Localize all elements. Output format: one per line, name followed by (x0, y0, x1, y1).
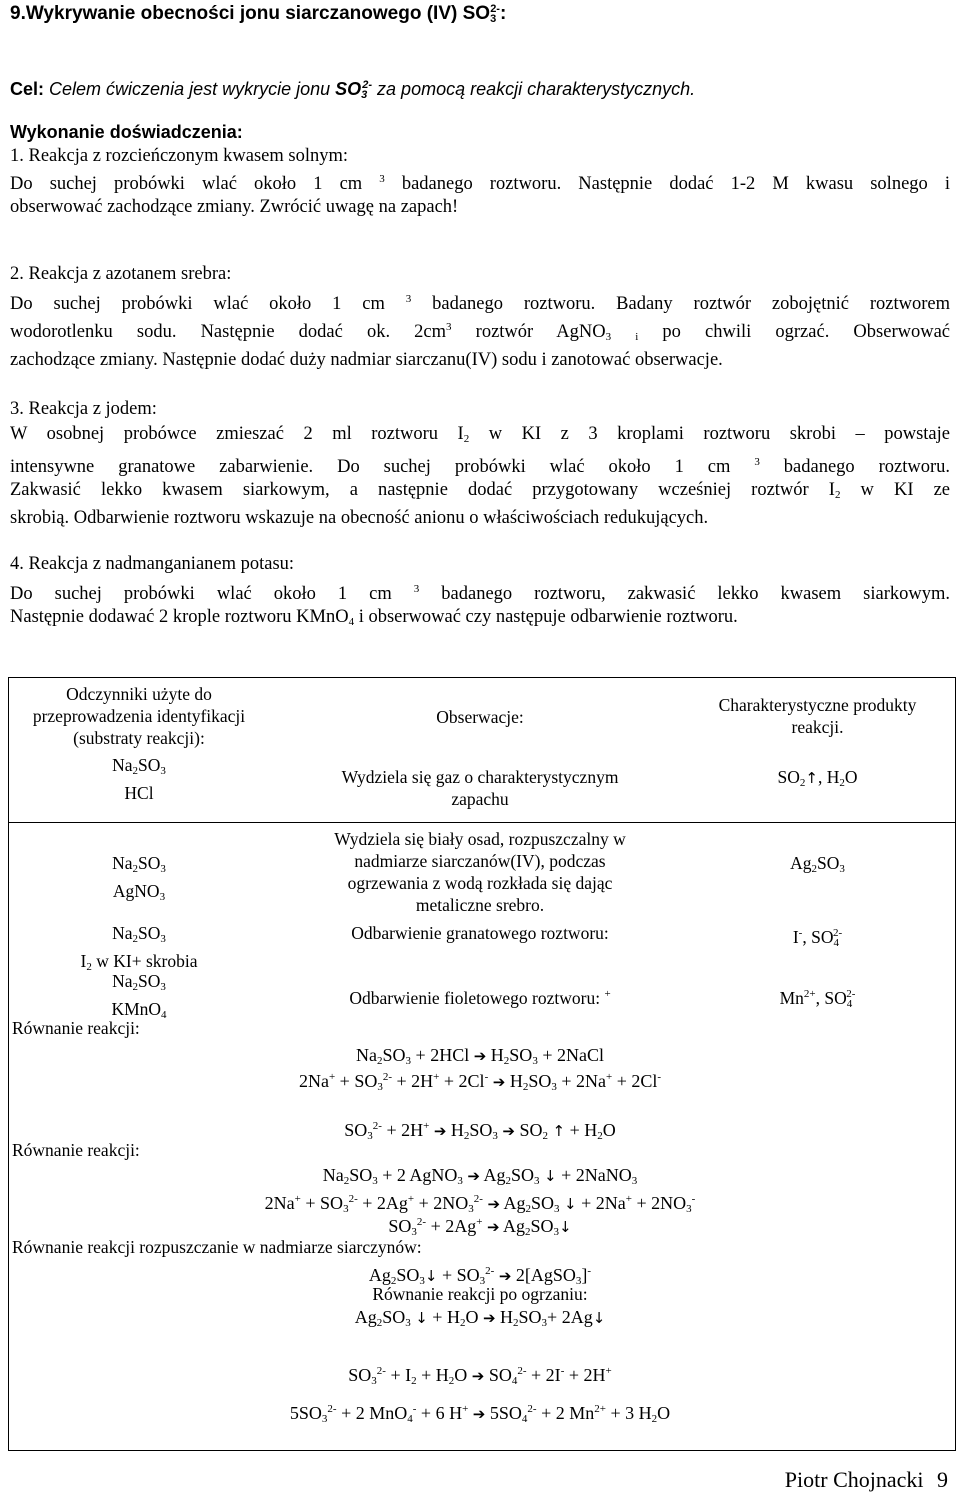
section-4-line-2: Następnie dodawać 2 krople roztworu KMnO$_4$ i obserwować czy następuje odbarwienie roztworu. (10, 607, 738, 628)
row2-observation: Wydziela się biały osad, rozpuszczalny w nadmiarze siarczanów(IV), podczas ogrzewania z wodą rozkłada się dając metaliczne srebro. (334, 829, 626, 915)
equation-hcl-ionic: $2Na^+ + SO_3^{2-} + 2H^+ + 2Cl^-$ ➔ $H_2SO_3 + 2Na^+ + 2Cl^-$ (298, 1071, 662, 1093)
header-observations: Obserwacje: (436, 707, 524, 727)
row3-reagents: $Na_2SO_3$ $I_2$ w KI+ skrobia (80, 923, 198, 973)
goal-line: Cel: Celem ćwiczenia jest wykrycie jonu $SO_3^{2-}$ za pomocą reakcji charakterystycznych. (10, 79, 696, 101)
equation-ag-ionic: $2Na^+ + SO_3^{2-} + 2Ag^+ + 2NO_3^{2-}$ ➔ $Ag_2SO_3$ ↓ + $2Na^+ + 2NO_3^-$ (264, 1193, 696, 1215)
table-left-border (8, 677, 9, 1451)
equation-heat-label: Równanie reakcji po ogrzaniu: (372, 1284, 588, 1304)
equation-ag-molecular: $Na_2SO_3 + 2$ AgNO$_3$ ➔ $Ag_2SO_3$ ↓ + 2NaNO$_3$ (322, 1165, 638, 1187)
footer-author: Piotr Chojnacki (784, 1467, 924, 1492)
section-3-line-2: intensywne granatowe zabarwienie. Do suchej probówki wlać około 1 cm $^3$ badanego roztworu. (10, 456, 951, 477)
table-row-divider (8, 822, 956, 823)
section-3 (10, 398, 950, 530)
equation-heat: $Ag_2SO_3$ ↓ + $H_2O$ ➔ $H_2SO_3+$ 2Ag↓ (354, 1307, 606, 1329)
row4-products: $Mn^{2+}$, $SO_4^{2-}$ (779, 988, 856, 1010)
execution-heading: Wykonanie doświadczenia: (10, 122, 243, 142)
equation-permanganate: $5SO_3^{2-} + 2$ MnO$_4$- + 6 H+ ➔ $5SO_4^{2-} + 2$ $Mn^{2+} + 3$ $H_2O$ (289, 1403, 671, 1425)
section-3-heading: 3. Reakcja z jodem: (10, 399, 157, 419)
section-1-heading: 1. Reakcja z rozcieńczonym kwasem solnym: (10, 146, 349, 166)
equation-iodine: $SO_3^{2-} + I_2 + H_2O$ ➔ $SO_4^{2-} + 2I^- + 2H^+$ (348, 1365, 612, 1387)
header-reagents: Odczynniki użyte do przeprowadzenia identyfikacji (substraty reakcji): (32, 684, 246, 748)
section-1-line-2: obserwować zachodzące zmiany. Zwrócić uwagę na zapach! (10, 197, 459, 217)
header-products: Charakterystyczne produkty reakcji. (718, 695, 917, 737)
section-4 (10, 553, 950, 634)
equation-ag-complex: $Ag_2SO_3↓ + SO_3^{2-}$ ➔ 2[AgSO$_3$]- (368, 1265, 592, 1287)
section-4-heading: 4. Reakcja z nadmanganianem potasu: (10, 554, 295, 574)
table-bottom-border (8, 1450, 956, 1451)
row1-products: $SO_2↑$, $H_2O$ (777, 767, 858, 789)
table-right-border (955, 677, 956, 1451)
equation-label-2: Równanie reakcji: (12, 1140, 140, 1160)
page-title: 9.Wykrywanie obecności jonu siarczanowego (IV) $SO_3^{2-}$: (10, 3, 507, 25)
section-3-line-4: skrobią. Odbarwienie roztworu wskazuje na obecność anionu o właściwościach redukujących. (10, 508, 709, 528)
section-1 (10, 145, 950, 219)
row1-observation: Wydziela się gaz o charakterystycznym zapachu (341, 767, 619, 809)
section-4-line-1: Do suchej probówki wlać około 1 cm $^3$ badanego roztworu, zakwasić lekko kwasem siarkowym. (10, 583, 950, 604)
equation-hcl-net: $SO_3^{2-} + 2H^+$ ➔ $H_2SO_3$ ➔ $SO_2$ ↑ + $H_2O$ (344, 1120, 616, 1142)
section-2-line-3: zachodzące zmiany. Następnie dodać duży nadmiar siarczanu(IV) sodu i zanotować obserwacje. (10, 350, 723, 370)
section-1-line-1: Do suchej probówki wlać około 1 cm $^3$ badanego roztworu. Następnie dodać 1-2 M kwasu solnego i (10, 173, 950, 194)
section-2 (10, 263, 950, 372)
row4-reagents: $Na_2SO_3$ KMnO$_4$ (111, 971, 167, 1021)
row3-observation: Odbarwienie granatowego roztworu: (351, 923, 609, 943)
up-arrow-icon: ↑ (805, 769, 818, 787)
page-number: 9 (937, 1467, 948, 1492)
section-2-line-2: wodorotlenku sodu. Następnie dodać ok. $2cm^3$ roztwór AgNO$_3$ $_i$ po chwili ogrzać. Obserwować (10, 321, 951, 343)
equation-label-3: Równanie reakcji rozpuszczanie w nadmiarze siarczynów: (12, 1237, 422, 1257)
row2-products: $Ag_2SO_3$ (790, 853, 845, 875)
section-2-heading: 2. Reakcja z azotanem srebra: (10, 264, 232, 284)
row4-observation: Odbarwienie fioletowego roztworu: + (349, 988, 611, 1008)
equation-ag-net: $SO_3^{2-} + 2Ag^+$ ➔ $Ag_2SO_3↓$ (388, 1216, 572, 1238)
row2-reagents: $Na_2SO_3$ AgNO$_3$ (112, 853, 166, 903)
section-3-line-1: W osobnej probówce zmieszać 2 ml roztworu $I_2$ w KI z 3 kroplami roztworu skrobi – powstaje (10, 424, 950, 445)
equation-hcl-molecular: $Na_2SO_3 + 2HCl$ ➔ $H_2SO_3$ + 2NaCl (356, 1045, 604, 1067)
footer (785, 1467, 948, 1493)
section-3-line-3: Zakwasić lekko kwasem siarkowym, a następnie dodać przygotowany wcześniej roztwór $I_2$ w KI ze (10, 480, 950, 501)
row3-products: I-, $SO_4^{2-}$ (792, 927, 843, 949)
section-2-line-1: Do suchej probówki wlać około 1 cm $^3$ badanego roztworu. Badany roztwór zobojętnić roztworem (10, 293, 950, 314)
row1-reagents: $Na_2SO_3$ HCl (112, 755, 166, 803)
equation-label-1: Równanie reakcji: (12, 1018, 140, 1038)
table-top-border (8, 677, 956, 678)
